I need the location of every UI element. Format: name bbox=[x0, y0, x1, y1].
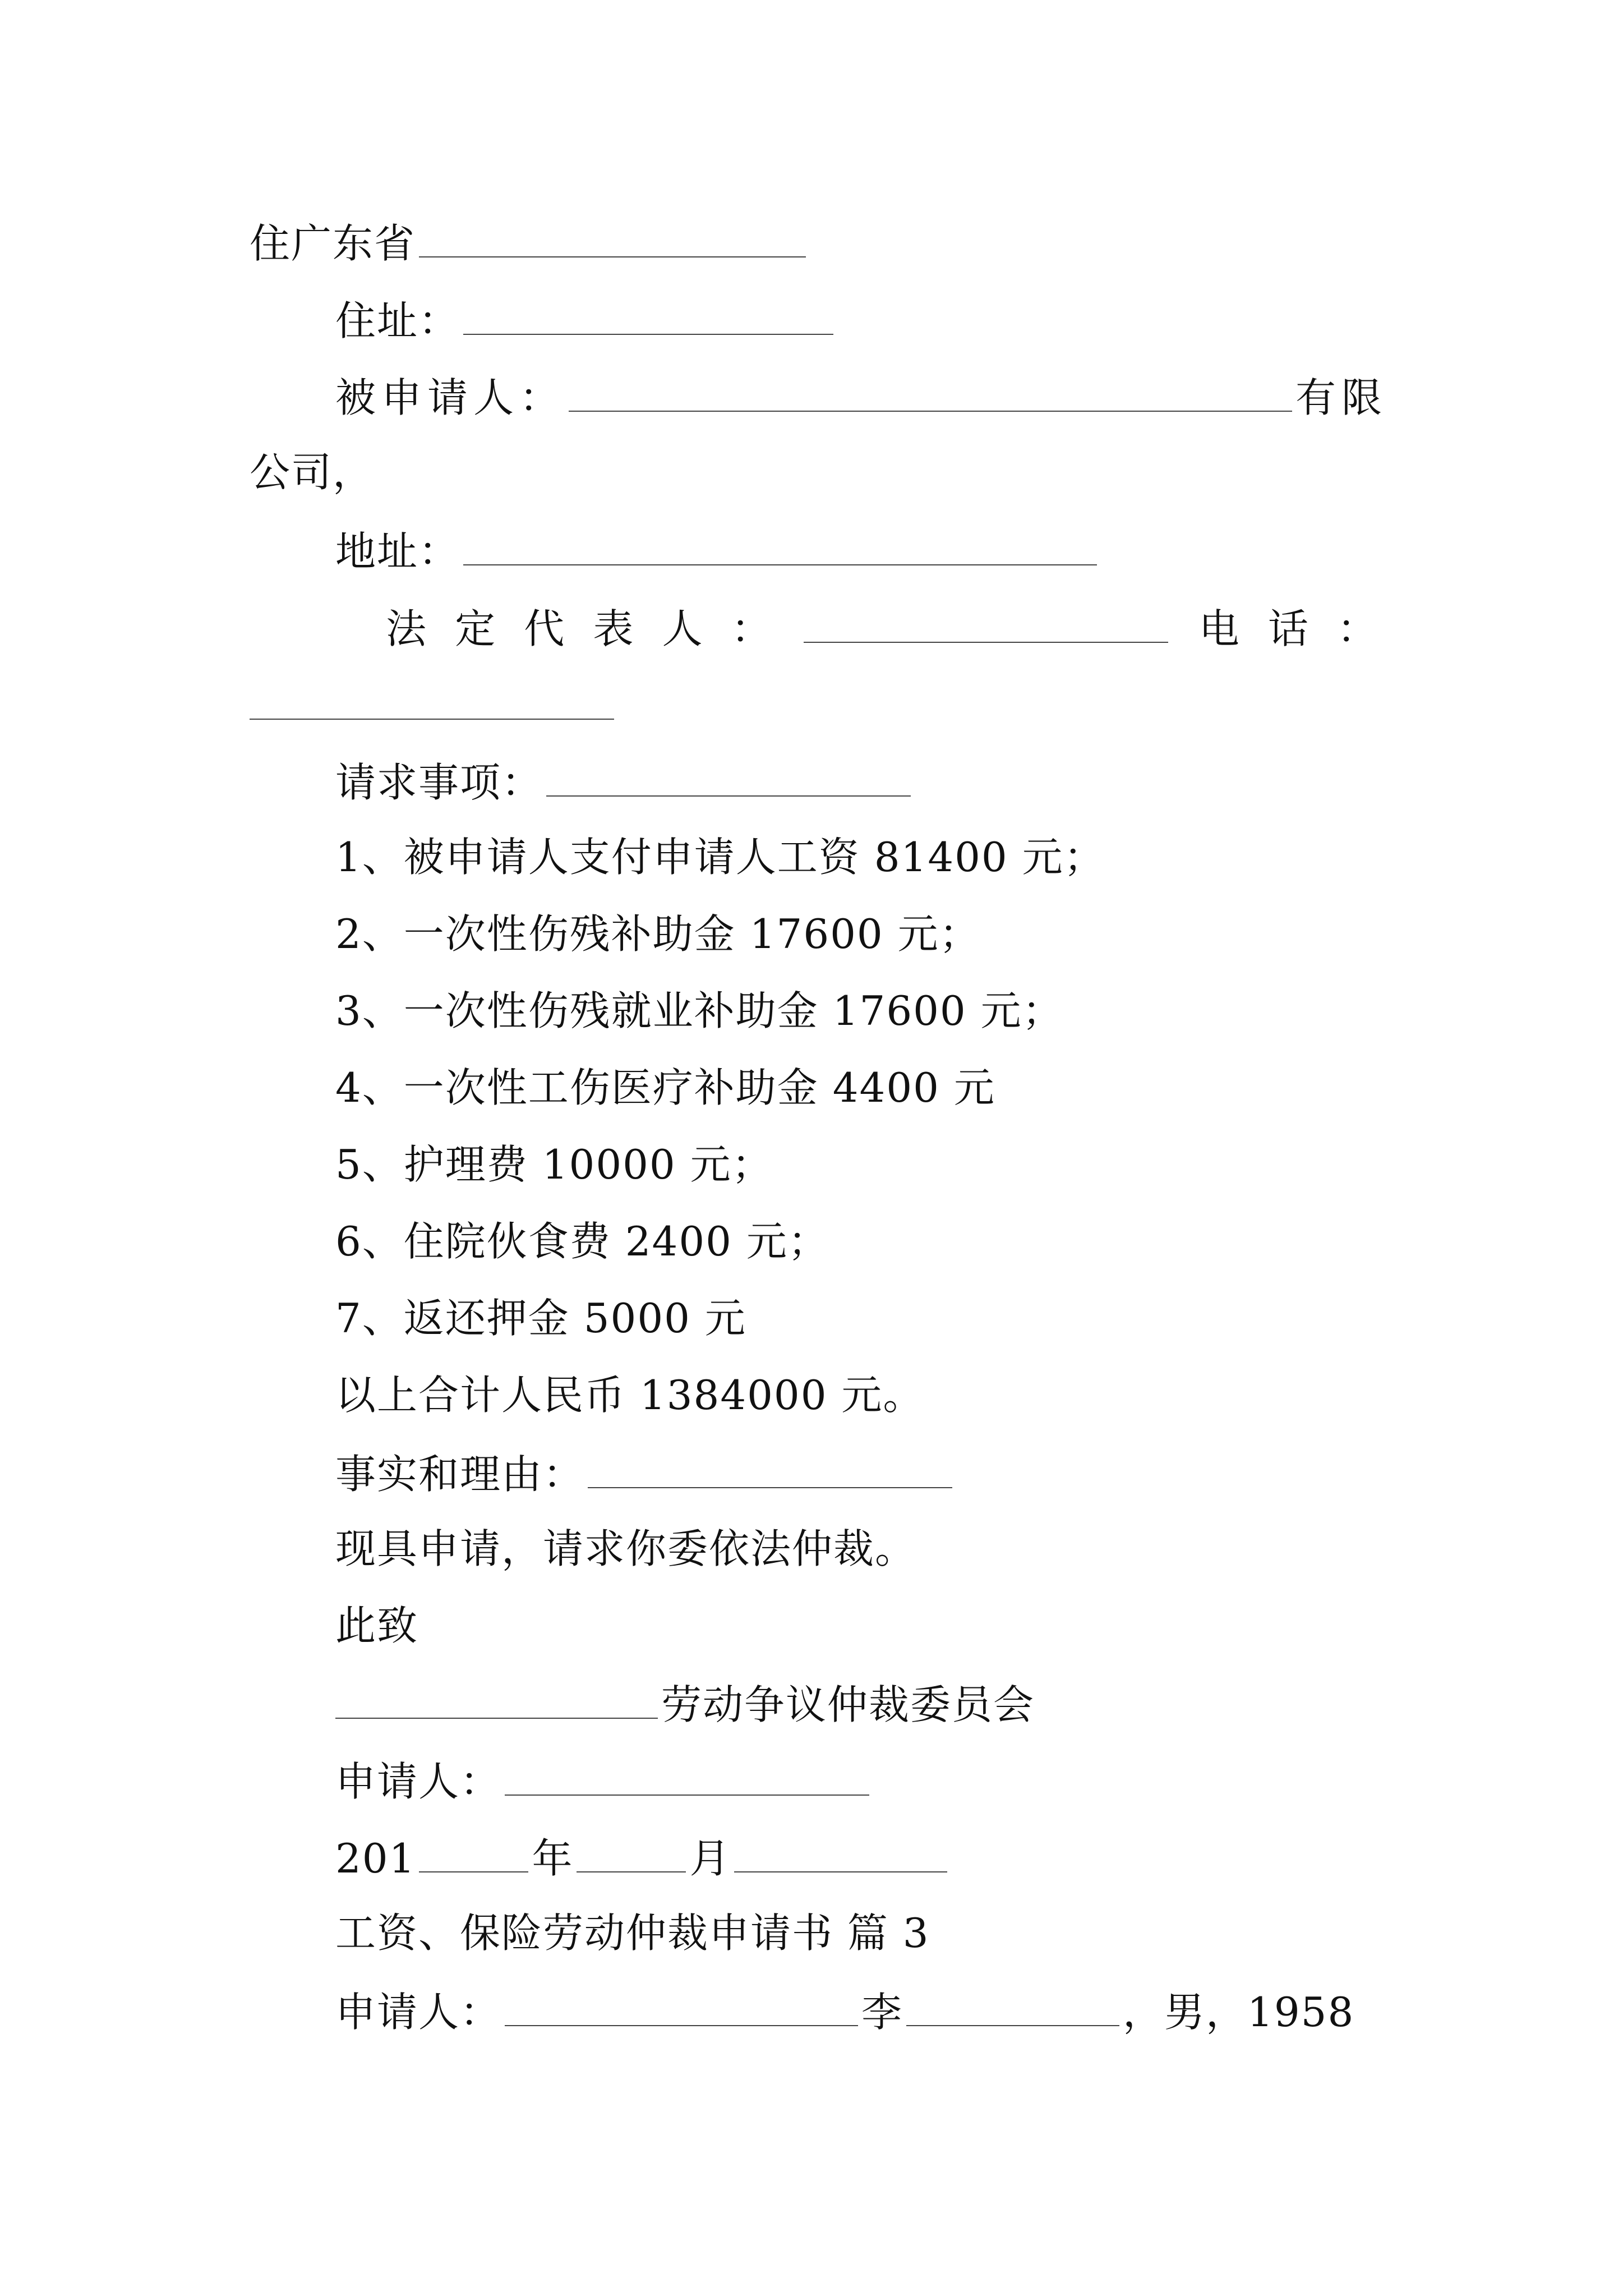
blank-address bbox=[463, 293, 833, 335]
claim-item-1 bbox=[335, 832, 1105, 882]
blank-province bbox=[419, 216, 806, 257]
line-phone-blank bbox=[250, 678, 617, 731]
text-limited: 有限 bbox=[1295, 374, 1388, 421]
char-4: 表 bbox=[593, 605, 635, 652]
claim-item-2 bbox=[335, 909, 981, 959]
blank-representative bbox=[804, 601, 1168, 643]
line-committee bbox=[335, 1677, 1035, 1730]
claim-text-1: 1、被申请人支付申请人工资 81400 元； bbox=[335, 834, 1105, 881]
char-1: 法 bbox=[386, 605, 428, 652]
claim-text-6: 6、住院伙食费 2400 元； bbox=[335, 1218, 829, 1265]
claim-text-7: 7、返还押金 5000 元 bbox=[335, 1295, 746, 1342]
text-gender-birth: ，男，1958 bbox=[1123, 1989, 1355, 2036]
text-committee: 劳动争议仲裁委员会 bbox=[661, 1681, 1035, 1728]
text-company: 公司， bbox=[250, 449, 375, 496]
tel-char-3: ： bbox=[1336, 605, 1378, 652]
line-residence-province bbox=[250, 216, 809, 269]
text-month: 月 bbox=[689, 1835, 731, 1882]
tel-char-2: 话 bbox=[1267, 605, 1310, 652]
line-respondent bbox=[335, 370, 1388, 423]
line-company bbox=[250, 447, 374, 498]
blank-applicant bbox=[505, 1754, 869, 1796]
text-location-label: 地址： bbox=[335, 528, 460, 575]
blank-applicant-name-1 bbox=[505, 1985, 858, 2026]
blank-respondent bbox=[569, 370, 1292, 412]
text-applicant-info-label: 申请人： bbox=[335, 1989, 502, 2036]
text-salutation: 此致 bbox=[335, 1602, 419, 1649]
claim-item-5 bbox=[335, 1139, 773, 1190]
line-facts-reasons bbox=[335, 1447, 956, 1499]
text-address-label: 住址： bbox=[335, 297, 460, 344]
blank-claims bbox=[546, 755, 911, 797]
line-applicant-sign bbox=[335, 1754, 873, 1807]
char-6: ： bbox=[731, 605, 773, 652]
blank-day bbox=[734, 1831, 947, 1872]
blank-phone bbox=[250, 678, 614, 720]
blank-committee bbox=[335, 1677, 658, 1719]
char-5: 人 bbox=[662, 605, 704, 652]
text-year: 年 bbox=[532, 1835, 574, 1882]
line-claims bbox=[335, 755, 914, 808]
line-legal-representative bbox=[386, 601, 1378, 654]
char-2: 定 bbox=[455, 605, 497, 652]
claim-item-3 bbox=[335, 986, 1064, 1036]
claim-text-5: 5、护理费 10000 元； bbox=[335, 1141, 773, 1188]
line-date bbox=[335, 1831, 951, 1884]
claim-item-4 bbox=[335, 1062, 995, 1113]
text-respondent-label: 被申请人： bbox=[335, 374, 566, 421]
blank-facts bbox=[588, 1447, 952, 1488]
text-applicant-label: 申请人： bbox=[335, 1758, 502, 1805]
text-total: 以上合计人民币 1384000 元。 bbox=[335, 1372, 925, 1419]
claim-text-3: 3、一次性伤残就业补助金 17600 元； bbox=[335, 987, 1064, 1034]
text-year-prefix: 201 bbox=[335, 1835, 416, 1882]
text-request-arbitration: 现具申请，请求你委依法仲裁。 bbox=[335, 1525, 917, 1572]
blank-month bbox=[577, 1831, 686, 1872]
line-location bbox=[335, 524, 1100, 577]
text-surname: 李 bbox=[861, 1989, 903, 2036]
text-residence-province: 住广东省 bbox=[250, 220, 416, 267]
blank-applicant-name-2 bbox=[906, 1985, 1119, 2026]
blank-location bbox=[463, 524, 1097, 565]
line-salutation bbox=[335, 1600, 418, 1651]
claim-item-6 bbox=[335, 1216, 829, 1267]
line-address bbox=[335, 293, 837, 346]
text-section-title: 工资、保险劳动仲裁申请书 篇 3 bbox=[335, 1910, 930, 1957]
line-section-title bbox=[335, 1908, 930, 1958]
blank-year bbox=[419, 1831, 528, 1872]
text-facts-label: 事实和理由： bbox=[335, 1451, 585, 1498]
claim-text-4: 4、一次性工伤医疗补助金 4400 元 bbox=[335, 1064, 995, 1111]
claim-text-2: 2、一次性伤残补助金 17600 元； bbox=[335, 910, 981, 958]
char-3: 代 bbox=[524, 605, 566, 652]
claim-item-7 bbox=[335, 1293, 746, 1343]
text-claims-label: 请求事项： bbox=[335, 759, 543, 806]
line-applicant-info bbox=[335, 1985, 1354, 2037]
tel-char-1: 电 bbox=[1198, 605, 1241, 652]
line-total bbox=[335, 1370, 924, 1420]
line-request-arbitration bbox=[335, 1524, 916, 1574]
